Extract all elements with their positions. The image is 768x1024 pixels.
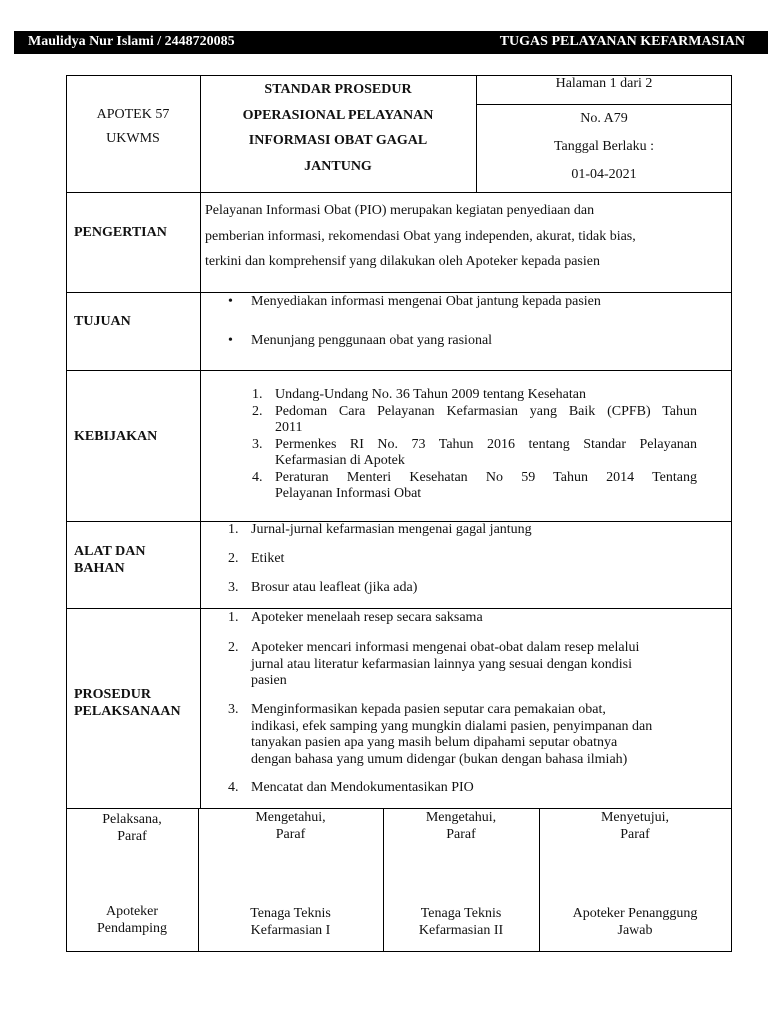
valid-date: 01-04-2021 <box>571 167 637 182</box>
item-number: 4. <box>228 780 239 795</box>
valid-date-label: Tanggal Berlaku : <box>553 139 655 154</box>
document-number: No. A79 <box>580 111 628 126</box>
signature-role-line: Mengetahui, <box>255 810 326 825</box>
sop-title-line2: OPERASIONAL PELAYANAN <box>242 107 434 123</box>
signature-name-line: Apoteker Penanggung <box>572 906 698 921</box>
signature-name-line: Pendamping <box>97 920 167 936</box>
signature-role-mengetahui-2 <box>383 810 539 843</box>
item-number: 3. <box>228 702 239 717</box>
signature-role-pelaksana <box>66 812 198 845</box>
pharmacy-name-line1: APOTEK 57 <box>96 107 170 122</box>
item-number: 1. <box>252 387 263 402</box>
section-label-kebijakan: KEBIJAKAN <box>74 429 158 444</box>
item-number: 3. <box>228 580 239 595</box>
pengertian-line3: terkini dan komprehensif yang dilakukan oleh Apoteker kepada pasien <box>205 254 600 269</box>
bullet-icon: • <box>228 333 233 348</box>
signature-role-line: Paraf <box>620 826 650 842</box>
signature-role-line: Paraf <box>117 828 147 844</box>
pengertian-line1: Pelayanan Informasi Obat (PIO) merupakan kegiatan penyediaan dan <box>205 203 595 218</box>
section-label-line1: ALAT DAN <box>74 544 146 559</box>
item-number: 1. <box>228 522 239 537</box>
list-item <box>252 437 263 454</box>
sop-title-line1: STANDAR PROSEDUR <box>264 82 412 97</box>
list-item-text: Pedoman Cara Pelayanan Kefarmasian yang Baik (CPFB) Tahun <box>275 404 697 419</box>
bullet-icon: • <box>228 294 233 309</box>
list-item-text: Undang-Undang No. 36 Tahun 2009 tentang Kesehatan <box>275 387 586 402</box>
signature-role-line: Paraf <box>275 826 306 842</box>
pengertian-text <box>205 198 636 275</box>
section-label-prosedur <box>74 686 181 720</box>
list-item: Jurnal-jurnal kefarmasian mengenai gagal jantung <box>251 522 532 537</box>
list-item: Menunjang penggunaan obat yang rasional <box>251 333 493 348</box>
signature-name-ttk-1 <box>198 906 383 939</box>
signature-role-mengetahui-1 <box>198 810 383 843</box>
item-number: 1. <box>228 610 239 625</box>
sop-title <box>200 77 476 179</box>
signature-name-line: Tenaga Teknis <box>250 906 331 921</box>
section-label-alat-bahan <box>74 543 145 577</box>
signature-name-apoteker-pj <box>539 906 731 939</box>
item-number: 2. <box>228 551 239 566</box>
assignment-title: TUGAS PELAYANAN KEFARMASIAN <box>499 34 745 49</box>
pharmacy-name-line2: UKWMS <box>106 131 160 146</box>
list-item-line: Menginformasikan kepada pasien seputar cara pemakaian obat, <box>251 702 606 717</box>
section-label-line2: BAHAN <box>74 561 125 576</box>
signature-name-line: Kefarmasian II <box>418 922 504 938</box>
item-number: 2. <box>252 404 263 419</box>
list-item <box>251 702 652 768</box>
list-item-line: indikasi, efek samping yang mungkin dialami pasien, penyimpanan dan <box>251 718 653 734</box>
signature-name-line: Apoteker <box>105 904 159 919</box>
item-number: 2. <box>228 640 239 655</box>
signature-name-ttk-2 <box>383 906 539 939</box>
list-item-text: Permenkes RI No. 73 Tahun 2016 tentang Standar Pelayanan <box>275 437 697 452</box>
list-item <box>251 640 639 690</box>
section-label-line1: PROSEDUR <box>74 687 152 702</box>
signature-role-line: Pelaksana, <box>102 812 162 827</box>
list-item-line: dengan bahasa yang umum didengar (bukan dengan bahasa ilmiah) <box>251 751 628 767</box>
list-item: Brosur atau leafleat (jika ada) <box>251 580 418 595</box>
signature-name-pelaksana <box>66 904 198 937</box>
pengertian-line2: pemberian informasi, rekomendasi Obat yang independen, akurat, tidak bias, <box>205 228 636 244</box>
document-header-bar <box>14 31 768 54</box>
list-item-text: 2011 <box>275 420 303 435</box>
list-item: Etiket <box>251 551 285 566</box>
signature-role-line: Paraf <box>446 826 476 842</box>
signature-name-line: Kefarmasian I <box>250 922 331 938</box>
author-label: Maulidya Nur Islami / 2448720085 <box>28 34 235 49</box>
signature-role-line: Menyetujui, <box>600 810 670 825</box>
list-item-text: Peraturan Menteri Kesehatan No 59 Tahun 2014 Tentang <box>275 470 697 485</box>
section-label-tujuan: TUJUAN <box>74 314 131 329</box>
pharmacy-name <box>66 103 200 151</box>
document-meta <box>476 105 732 189</box>
sop-title-line3: INFORMASI OBAT GAGAL <box>248 133 428 148</box>
page-number: Halaman 1 dari 2 <box>555 76 653 91</box>
section-label-line2: PELAKSANAAN <box>74 704 181 719</box>
signature-name-line: Jawab <box>617 922 653 938</box>
list-item-line: Apoteker mencari informasi mengenai obat-obat dalam resep melalui <box>251 640 640 655</box>
list-item <box>252 387 263 404</box>
list-item <box>252 404 263 421</box>
list-item-line: jurnal atau literatur kefarmasian lainnya yang sesuai dengan kondisi <box>251 656 632 672</box>
list-item: Mencatat dan Mendokumentasikan PIO <box>251 780 474 795</box>
signature-name-line: Tenaga Teknis <box>420 906 502 921</box>
item-number: 4. <box>252 470 263 485</box>
list-item-line: pasien <box>251 673 287 688</box>
sop-title-line4: JANTUNG <box>304 158 372 174</box>
list-item <box>252 470 263 487</box>
item-number: 3. <box>252 437 263 452</box>
list-item: Menyediakan informasi mengenai Obat jantung kepada pasien <box>251 294 601 309</box>
signature-role-menyetujui <box>539 810 731 843</box>
signature-role-line: Mengetahui, <box>425 810 497 825</box>
list-item: Apoteker menelaah resep secara saksama <box>251 610 483 625</box>
list-item-text: Pelayanan Informasi Obat <box>275 486 422 501</box>
list-item-text: Kefarmasian di Apotek <box>275 453 405 468</box>
list-item-line: tanyakan pasien apa yang masih belum dipahami seputar obatnya <box>251 735 618 750</box>
section-label-pengertian: PENGERTIAN <box>74 225 167 240</box>
